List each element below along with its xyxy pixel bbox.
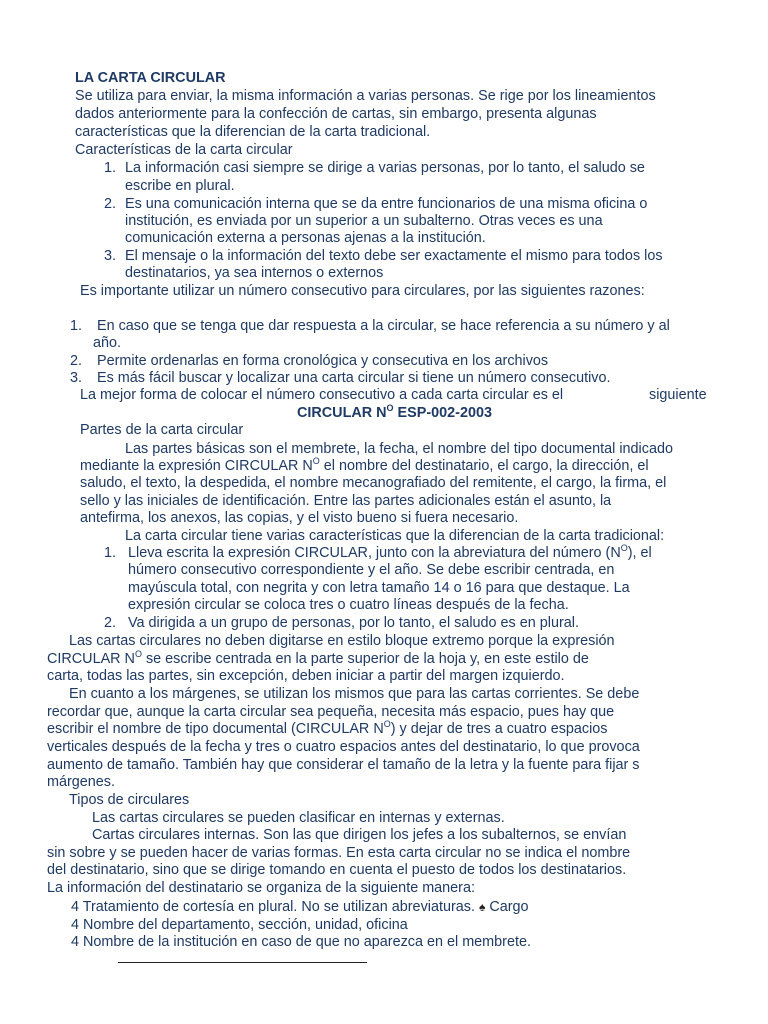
list-item-text: mayúscula total, con negrita y con letra tamaño 14 o 16 para que destaque. La <box>128 580 630 596</box>
diferencias-intro: La carta circular tiene varias características que la diferencian de la carta tradicional: <box>125 528 665 544</box>
list-item-text: Va dirigida a un grupo de personas, por lo tanto, el saludo es en plural. <box>128 615 579 631</box>
mejor-forma-text-end: siguiente <box>649 387 707 403</box>
intro-line: Se utiliza para enviar, la misma información a varias personas. Se rige por los lineamientos <box>75 88 656 104</box>
spade-icon: ♠ <box>478 900 486 914</box>
paragraph-line: Las partes básicas son el membrete, la fecha, el nombre del tipo documental indicado <box>125 441 673 457</box>
paragraph-line: aumento de tamaño. También hay que considerar el tamaño de la letra y la fuente para fijar s <box>47 757 640 773</box>
list-number: 2. <box>70 353 83 369</box>
list-number: 3. <box>104 248 117 264</box>
razones-intro: Es importante utilizar un número consecutivo para circulares, por las siguientes razones: <box>80 283 645 299</box>
list-item-text: destinatarios, ya sea internos o externos <box>125 265 384 281</box>
paragraph-line: antefirma, los anexos, las copias, y el visto bueno si fuera necesario. <box>80 510 519 526</box>
section-heading-tipos: Tipos de circulares <box>69 792 190 808</box>
list-number: 1. <box>70 318 83 334</box>
list-item-text: El mensaje o la información del texto debe ser exactamente el mismo para todos los <box>125 248 663 264</box>
section-heading-caracteristicas: Características de la carta circular <box>75 142 293 158</box>
footnote-separator <box>118 962 367 963</box>
destinatario-item: 4 Nombre de la institución en caso de que no aparezca en el membrete. <box>71 934 531 950</box>
list-item-text: expresión circular se coloca tres o cuatro líneas después de la fecha. <box>128 597 569 613</box>
paragraph-line: carta, todas las partes, sin excepción, deben iniciar a partir del margen izquierdo. <box>47 668 565 684</box>
list-item-text: La información casi siempre se dirige a varias personas, por lo tanto, el saludo se <box>125 160 645 176</box>
list-number: 2. <box>104 615 117 631</box>
circular-number-example: CIRCULAR $N^O$ ESP-002-2003 <box>297 403 492 421</box>
list-item-text: Es una comunicación interna que se da entre funcionarios de una misma oficina o <box>125 196 648 212</box>
destinatario-item: 4 Tratamiento de cortesía en plural. No se utilizan abreviaturas. ♠ Cargo <box>71 899 529 915</box>
intro-line: características que la diferencian de la carta tradicional. <box>75 124 431 140</box>
paragraph-line: sin sobre y se pueden hacer de varias formas. En esta carta circular no se indica el nombre <box>47 845 631 861</box>
list-item-text: húmero consecutivo correspondiente y el año. Se debe escribir centrada, en <box>128 562 615 578</box>
list-number: 3. <box>70 370 83 386</box>
paragraph-line: Las cartas circulares no deben digitarse en estilo bloque extremo porque la expresión <box>69 633 615 649</box>
paragraph-line: recordar que, aunque la carta circular sea pequeña, necesita más espacio, pues hay que <box>47 704 615 720</box>
list-item-text: institución, es enviada por un superior a un subalterno. Otras veces es una <box>125 213 603 229</box>
list-item-text: En caso que se tenga que dar respuesta a la circular, se hace referencia a su número y al <box>97 318 670 334</box>
page-title: LA CARTA CIRCULAR <box>75 70 226 86</box>
paragraph-line: mediante la expresión CIRCULAR $N^O$ el nombre del destinatario, el cargo, la dirección, el <box>80 456 649 474</box>
paragraph-line: saludo, el texto, la despedida, el nombre mecanografiado del remitente, el cargo, la firma, el <box>80 475 667 491</box>
list-item-text: Lleva escrita la expresión CIRCULAR, junto con la abreviatura del número $(N^O)$, el <box>128 543 652 561</box>
paragraph-line: márgenes. <box>47 774 115 790</box>
paragraph-line: En cuanto a los márgenes, se utilizan los mismos que para las cartas corrientes. Se debe <box>69 686 640 702</box>
paragraph-line: del destinatario, sino que se dirige tomando en cuenta el puesto de todos los destinatarios. <box>47 862 627 878</box>
paragraph-line: sello y las iniciales de identificación. Entre las partes adicionales están el asunto, la <box>80 493 612 509</box>
list-number: 2. <box>104 196 117 212</box>
list-number: 1. <box>104 160 117 176</box>
paragraph-line: CIRCULAR $N^O$ se escribe centrada en la parte superior de la hoja y, en este estilo de <box>47 649 589 667</box>
paragraph-line: escribir el nombre de tipo documental (CIRCULAR $N^O$) y dejar de tres a cuatro espacios <box>47 719 608 737</box>
paragraph-line: Las cartas circulares se pueden clasificar en internas y externas. <box>92 810 505 826</box>
list-number: 1. <box>104 545 117 561</box>
list-item-text: escribe en plural. <box>125 178 235 194</box>
mejor-forma-text: La mejor forma de colocar el número consecutivo a cada carta circular es el <box>80 387 564 403</box>
list-item-text: comunicación externa a personas ajenas a la institución. <box>125 230 486 246</box>
section-heading-partes: Partes de la carta circular <box>80 422 244 438</box>
paragraph-line: La información del destinatario se organiza de la siguiente manera: <box>47 880 475 896</box>
list-item-text: año. <box>93 335 122 351</box>
list-item-text: Es más fácil buscar y localizar una carta circular si tiene un número consecutivo. <box>97 370 611 386</box>
intro-line: dados anteriormente para la confección de cartas, sin embargo, presenta algunas <box>75 106 597 122</box>
destinatario-item: 4 Nombre del departamento, sección, unidad, oficina <box>71 917 408 933</box>
paragraph-line: Cartas circulares internas. Son las que dirigen los jefes a los subalternos, se envían <box>92 827 627 843</box>
paragraph-line: verticales después de la fecha y tres o cuatro espacios antes del destinatario, lo que provoca <box>47 739 640 755</box>
list-item-text: Permite ordenarlas en forma cronológica y consecutiva en los archivos <box>97 353 549 369</box>
